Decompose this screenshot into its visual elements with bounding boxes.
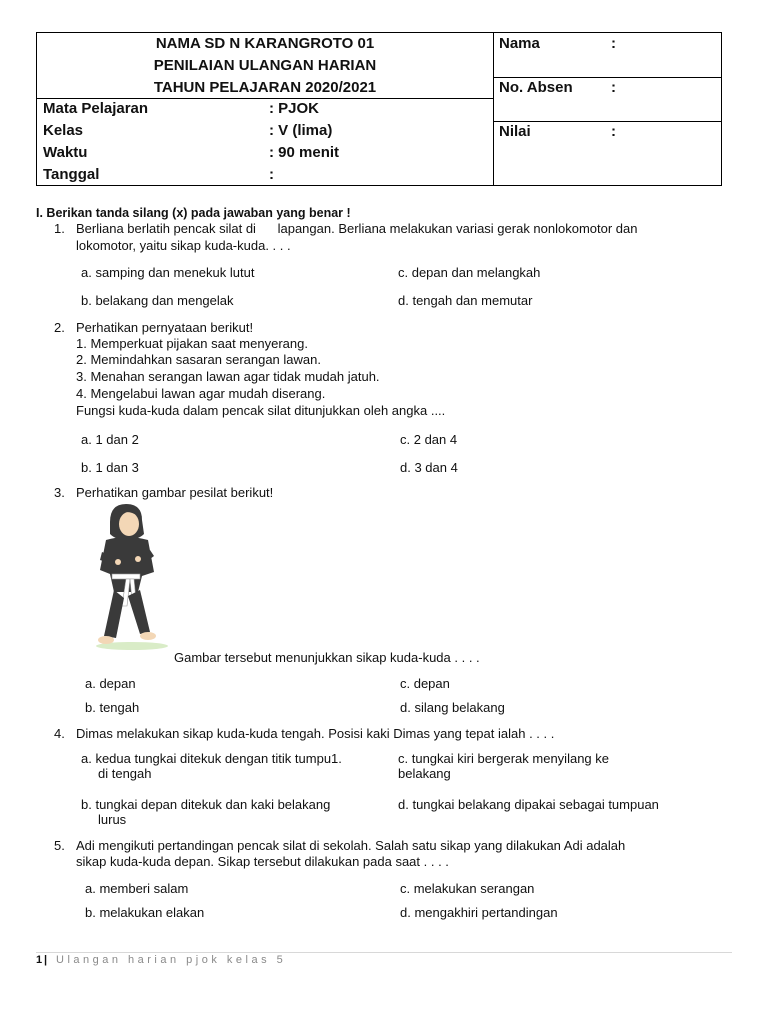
name-colon: : (611, 35, 616, 52)
q5-text: Adi mengikuti pertandingan pencak silat di sekolah. Salah satu sikap yang dilakukan Adi adalah (76, 838, 626, 853)
header-table (36, 32, 722, 186)
q4-option-b[interactable]: b. tungkai depan ditekuk dan kaki belakang (81, 797, 331, 812)
q2-question: Fungsi kuda-kuda dalam pencak silat ditunjukkan oleh angka .... (76, 403, 446, 418)
q4-text: Dimas melakukan sikap kuda-kuda tengah. Posisi kaki Dimas yang tepat ialah . . . . (76, 726, 555, 741)
time-value: : 90 menit (269, 144, 340, 161)
q2-statement-2: 2. Memindahkan sasaran serangan lawan. (76, 352, 321, 367)
q3-option-a[interactable]: a. depan (85, 676, 136, 691)
q5-text-2: sikap kuda-kuda depan. Sikap tersebut dilakukan pada saat . . . . (76, 854, 449, 869)
q3-option-b[interactable]: b. tengah (85, 700, 140, 715)
q4-option-a-line-2: di tengah (98, 766, 152, 781)
q2-intro: Perhatikan pernyataan berikut! (76, 320, 254, 335)
exam-title: PENILAIAN ULANGAN HARIAN (153, 57, 377, 74)
q3-option-d[interactable]: d. silang belakang (400, 700, 505, 715)
q5-option-c[interactable]: c. melakukan serangan (400, 881, 535, 896)
absen-label: No. Absen (499, 79, 573, 96)
absen-colon: : (611, 79, 616, 96)
q3-number: 3. (54, 485, 65, 500)
q1-option-d[interactable]: d. tengah dan memutar (398, 293, 533, 308)
class-value: : V (lima) (269, 122, 333, 139)
q3-option-c[interactable]: c. depan (400, 676, 450, 691)
subject-value: : PJOK (269, 100, 320, 117)
q1-option-b[interactable]: b. belakang dan mengelak (81, 293, 234, 308)
q3-intro: Perhatikan gambar pesilat berikut! (76, 485, 274, 500)
q2-statement-4: 4. Mengelabui lawan agar mudah diserang. (76, 386, 326, 401)
academic-year: TAHUN PELAJARAN 2020/2021 (153, 79, 377, 96)
date-label: Tanggal (43, 166, 100, 183)
header-rule (37, 98, 493, 99)
q1-option-a[interactable]: a. samping dan menekuk lutut (81, 265, 255, 280)
q2-option-a[interactable]: a. 1 dan 2 (81, 432, 139, 447)
q4-option-c-line-2: belakang (398, 766, 451, 781)
class-label: Kelas (43, 122, 84, 139)
header-divider (493, 33, 494, 185)
q4-option-a[interactable]: a. kedua tungkai ditekuk dengan titik tumpu1. (81, 751, 342, 766)
q2-statement-3: 3. Menahan serangan lawan agar tidak mudah jatuh. (76, 369, 380, 384)
q5-number: 5. (54, 838, 65, 853)
q3-question: Gambar tersebut menunjukkan sikap kuda-kuda . . . . (174, 650, 480, 665)
score-colon: : (611, 123, 616, 140)
q2-number: 2. (54, 320, 65, 335)
q1-number: 1. (54, 221, 65, 236)
q4-number: 4. (54, 726, 65, 741)
date-value: : (269, 166, 274, 183)
q2-statement-1: 1. Memperkuat pijakan saat menyerang. (76, 336, 308, 351)
name-label: Nama (499, 35, 540, 52)
section-title: I. Berikan tanda silang (x) pada jawaban yang benar ! (36, 206, 351, 220)
q5-option-b[interactable]: b. melakukan elakan (85, 905, 205, 920)
header-rule (493, 121, 722, 122)
q1-text: Berliana berlatih pencak silat di lapangan. Berliana melakukan variasi gerak nonlokomotor dan (76, 221, 638, 236)
q2-option-b[interactable]: b. 1 dan 3 (81, 460, 139, 475)
q2-option-d[interactable]: d. 3 dan 4 (400, 460, 458, 475)
header-rule (493, 77, 722, 78)
footer-rule (36, 952, 732, 953)
subject-label: Mata Pelajaran (43, 100, 149, 117)
q1-text-2: lokomotor, yaitu sikap kuda-kuda. . . . (76, 238, 291, 253)
score-label: Nilai (499, 123, 531, 140)
q1-option-c[interactable]: c. depan dan melangkah (398, 265, 541, 280)
q5-option-a[interactable]: a. memberi salam (85, 881, 189, 896)
q5-option-d[interactable]: d. mengakhiri pertandingan (400, 905, 558, 920)
time-label: Waktu (43, 144, 88, 161)
q4-option-b-line-2: lurus (98, 812, 127, 827)
q2-option-c[interactable]: c. 2 dan 4 (400, 432, 458, 447)
page-number: 1 (36, 954, 43, 966)
q4-option-d[interactable]: d. tungkai belakang dipakai sebagai tumpuan (398, 797, 659, 812)
pesilat-illustration (92, 500, 174, 652)
footer-text: Ulangan harian pjok kelas 5 (56, 954, 287, 966)
footer-separator: | (44, 954, 48, 966)
q4-option-c[interactable]: c. tungkai kiri bergerak menyilang ke (398, 751, 609, 766)
school-name: NAMA SD N KARANGROTO 01 (155, 35, 375, 52)
